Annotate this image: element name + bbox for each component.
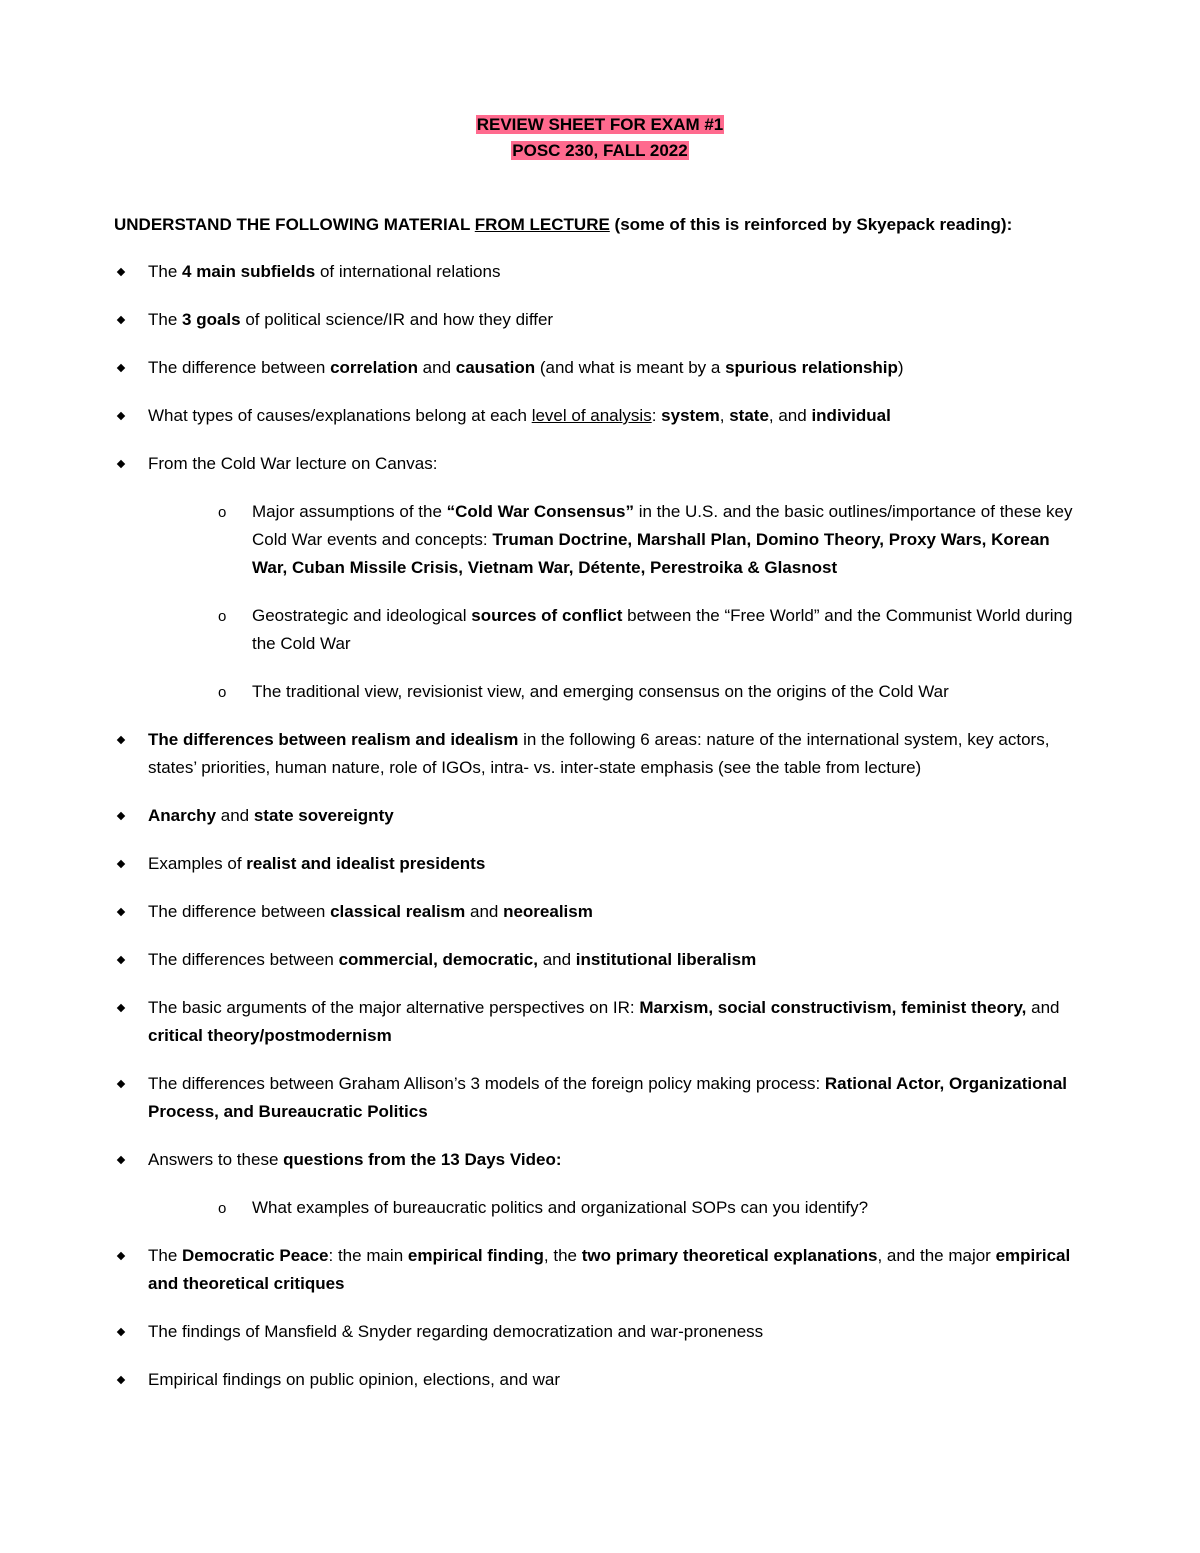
bullet-diamond-icon [117,1004,125,1012]
section-heading: UNDERSTAND THE FOLLOWING MATERIAL FROM LECTURE (some of this is reinforced by Skyepack reading): [114,215,1013,234]
sub-list-item: o Major assumptions of the “Cold War Consensus” in the U.S. and the basic outlines/importance of these key Cold War events and concepts: Truman Doctrine, Marshall Plan, Domino Theory, Proxy Wars, Korean War, Cuban Missile Crisis, Vietnam War, Détente, Perestroika & Glasnost [218,498,1084,582]
sub-list-item: o The traditional view, revisionist view, and emerging consensus on the origins of the Cold War [218,678,1084,706]
list-item: From the Cold War lecture on Canvas: [114,450,1084,478]
bullet-diamond-icon [117,908,125,916]
list-item: The differences between Graham Allison’s 3 models of the foreign policy making process: Rational Actor, Organizational Process, and Bureaucratic Politics [114,1070,1084,1126]
bullet-diamond-icon [117,364,125,372]
circle-bullet-icon: o [218,684,227,701]
bullet-diamond-icon [117,1080,125,1088]
bullet-diamond-icon [117,1328,125,1336]
list-item: Examples of realist and idealist presidents [114,850,1084,878]
sub-list-item: o What examples of bureaucratic politics and organizational SOPs can you identify? [218,1194,1084,1222]
list-item: The differences between realism and idealism in the following 6 areas: nature of the international system, key actors, states’ priorities, human nature, role of IGOs, intra- vs. inter-state emphasis (see the table from lecture) [114,726,1084,782]
heading-underlined: FROM LECTURE [474,215,610,234]
bullet-diamond-icon [117,1156,125,1164]
bullet-diamond-icon [117,860,125,868]
bullet-diamond-icon [117,736,125,744]
bullet-diamond-icon [117,1252,125,1260]
list-item: What types of causes/explanations belong at each level of analysis: system, state, and individual [114,402,1084,430]
list-item: Anarchy and state sovereignty [114,802,1084,830]
list-item: The basic arguments of the major alternative perspectives on IR: Marxism, social constructivism, feminist theory, and critical theory/postmodernism [114,994,1084,1050]
list-item: The difference between correlation and causation (and what is meant by a spurious relationship) [114,354,1084,382]
sub-list-item: o Geostrategic and ideological sources of conflict between the “Free World” and the Communist World during the Cold War [218,602,1084,658]
list-item: The 3 goals of political science/IR and how they differ [114,306,1084,334]
bullet-diamond-icon [117,956,125,964]
list-item: The 4 main subfields of international relations [114,258,1084,286]
list-item: Empirical findings on public opinion, elections, and war [114,1366,1084,1394]
bullet-diamond-icon [117,812,125,820]
title-block [0,112,1200,164]
circle-bullet-icon: o [218,608,227,625]
list-item: The difference between classical realism and neorealism [114,898,1084,926]
list-item: The Democratic Peace: the main empirical finding, the two primary theoretical explanations, and the major empirical and theoretical critiques [114,1242,1084,1298]
bullet-diamond-icon [117,412,125,420]
list-item: The differences between commercial, democratic, and institutional liberalism [114,946,1084,974]
circle-bullet-icon: o [218,504,227,521]
list-item: Answers to these questions from the 13 Days Video: [114,1146,1084,1174]
circle-bullet-icon: o [218,1200,227,1217]
course-subtitle: POSC 230, FALL 2022 [512,141,688,160]
document-title: REVIEW SHEET FOR EXAM #1 [476,115,724,134]
bullet-diamond-icon [117,268,125,276]
bullet-diamond-icon [117,316,125,324]
bullet-diamond-icon [117,1376,125,1384]
list-item: The findings of Mansfield & Snyder regarding democratization and war-proneness [114,1318,1084,1346]
bullet-diamond-icon [117,460,125,468]
review-list [114,258,1084,1414]
